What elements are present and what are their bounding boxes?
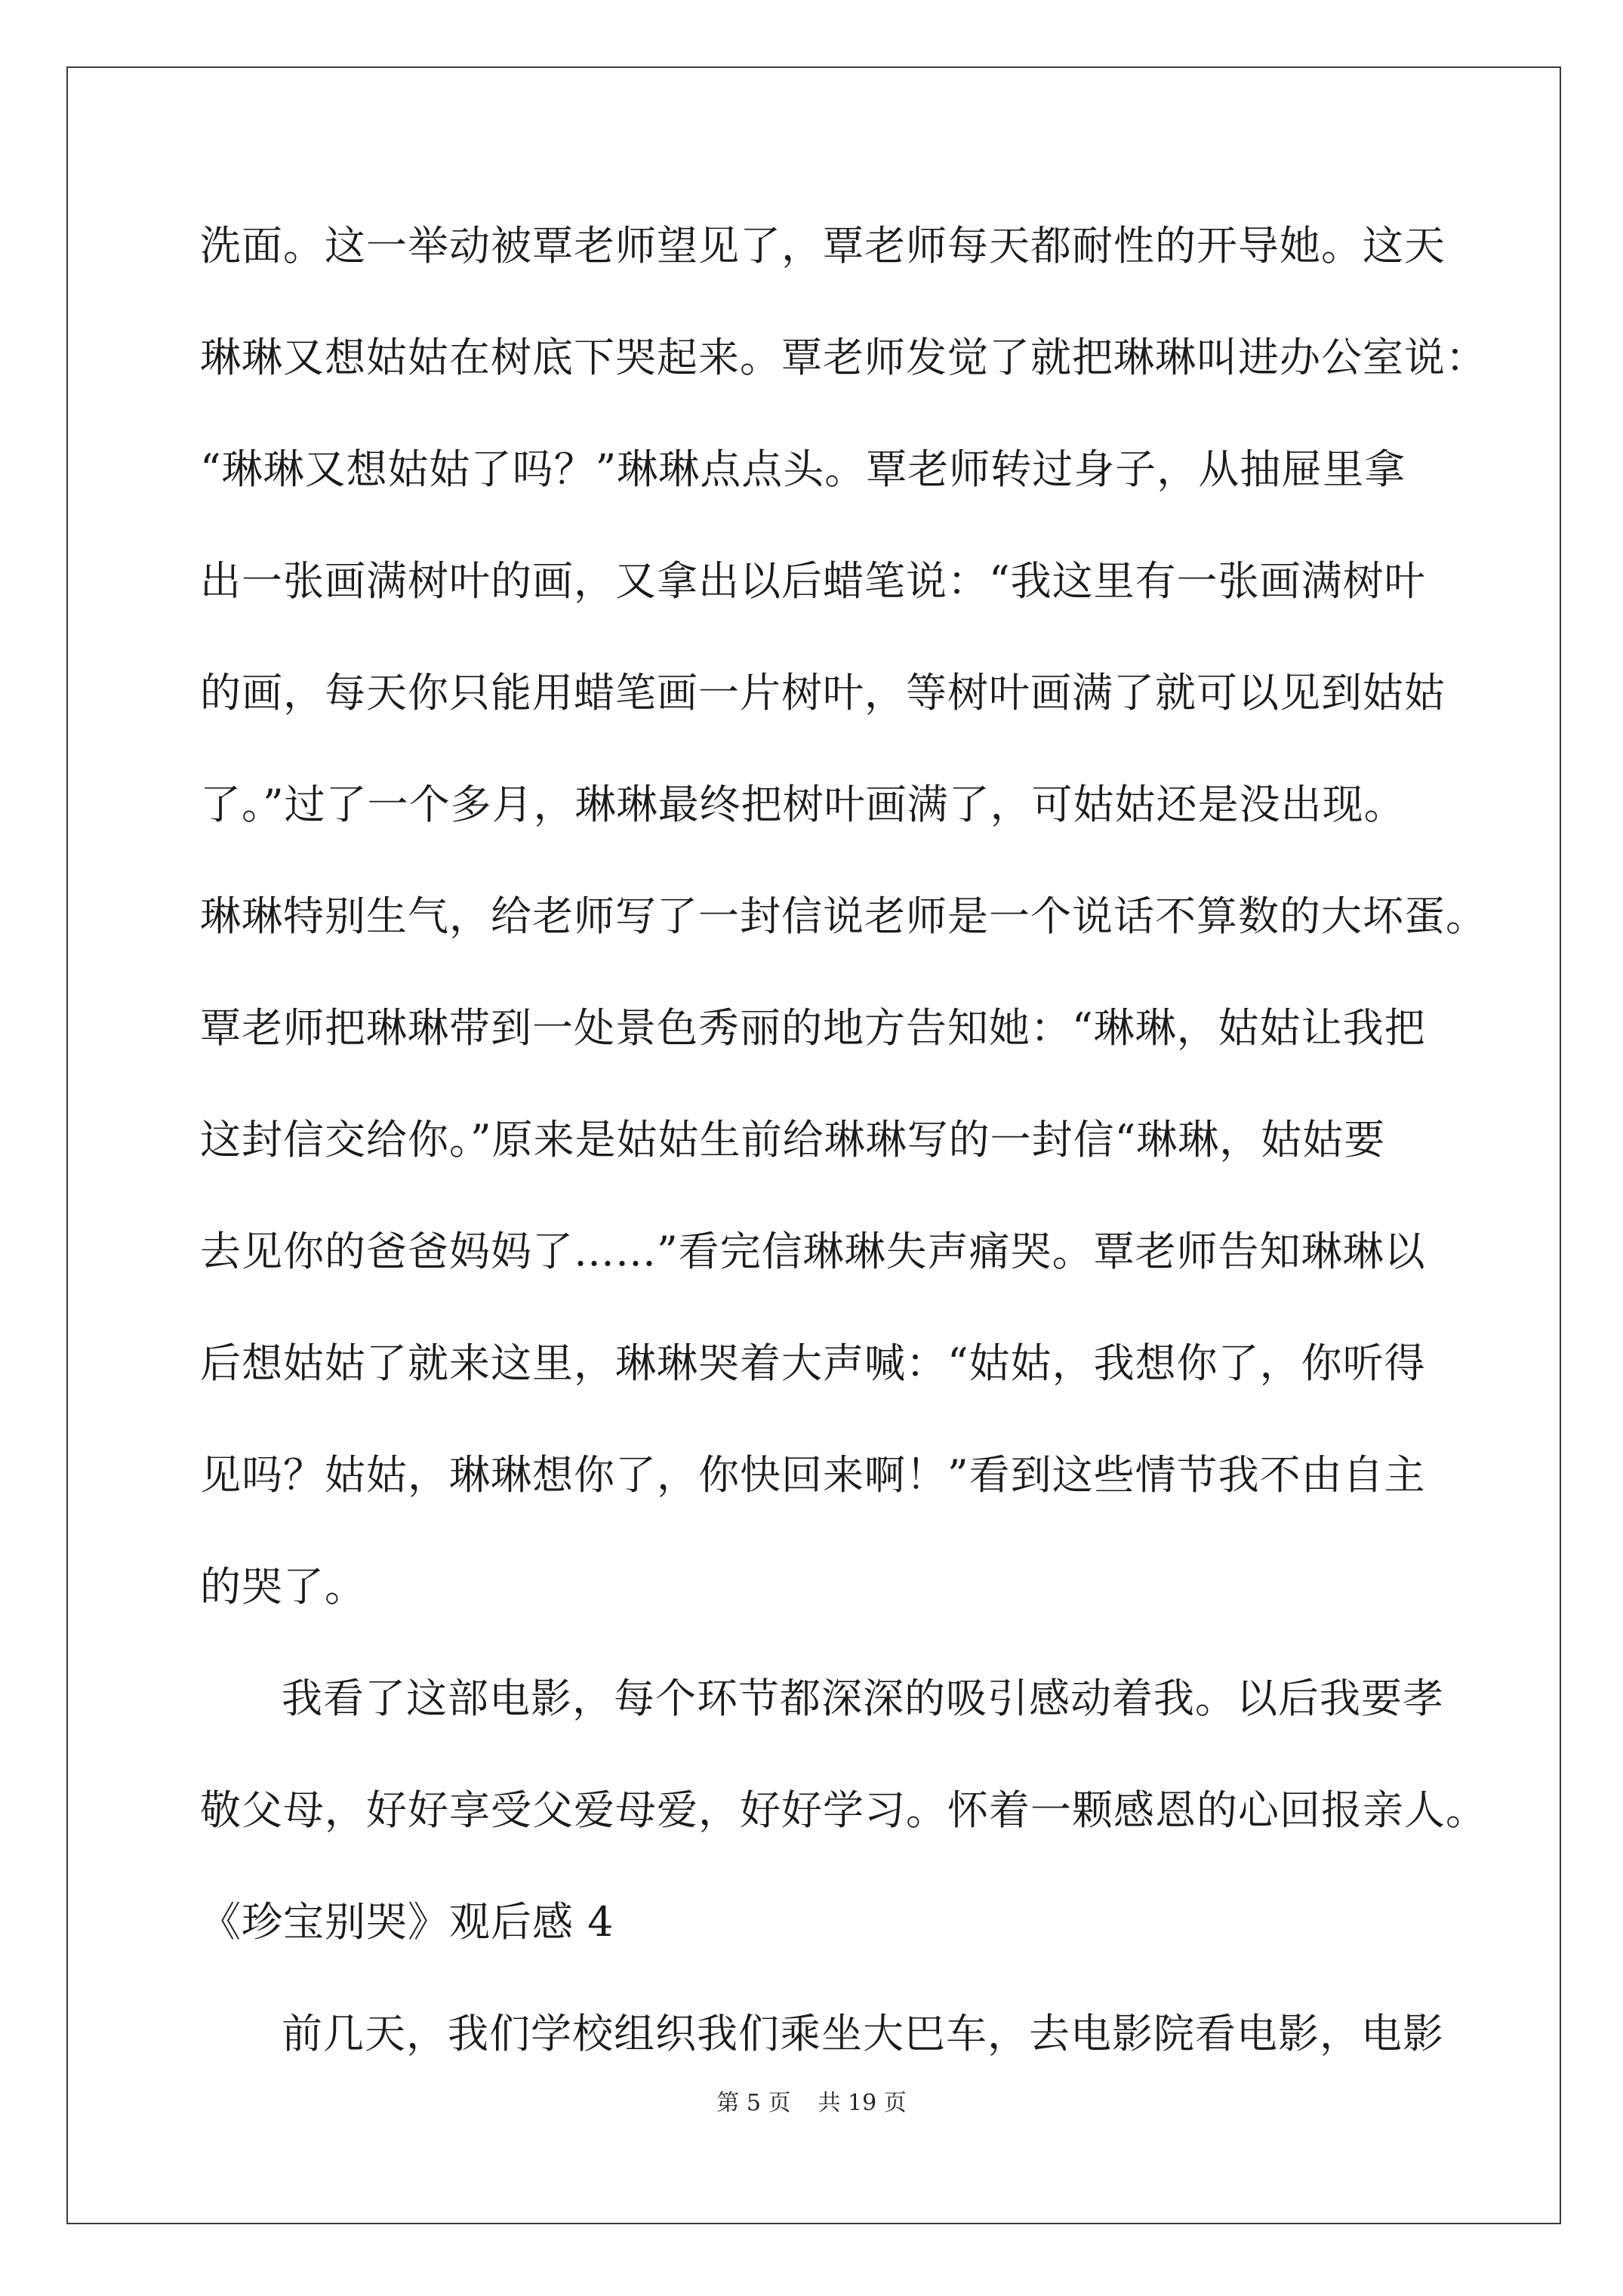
text-line: 覃老师把琳琳带到一处景色秀丽的地方告知她：“琳琳，姑姑让我把 [200, 1004, 1426, 1052]
text-line: 的哭了。 [200, 1563, 366, 1610]
text-line: 这封信交给你。”原来是姑姑生前给琳琳写的一封信“琳琳，姑姑要 [200, 1116, 1386, 1163]
text-line: “琳琳又想姑姑了吗？”琳琳点点头。覃老师转过身子，从抽屉里拿 [200, 445, 1406, 493]
page-footer [0, 2084, 1623, 2117]
text-line: 出一张画满树叶的画，又拿出以后蜡笔说：“我这里有一张画满树叶 [200, 557, 1426, 605]
text-line: 琳琳又想姑姑在树底下哭起来。覃老师发觉了就把琳琳叫进办公室说： [200, 334, 1487, 381]
page-number: 第 5 页 [716, 2090, 791, 2116]
page-total: 共 19 页 [818, 2090, 907, 2116]
text-line: 见吗？姑姑，琳琳想你了，你快回来啊！”看到这些情节我不由自主 [200, 1451, 1426, 1499]
text-line: 了。”过了一个多月，琳琳最终把树叶画满了，可姑姑还是没出现。 [200, 781, 1406, 828]
text-line: 琳琳特别生气，给老师写了一封信说老师是一个说话不算数的大坏蛋。 [200, 892, 1487, 940]
section-heading: 《珍宝别哭》观后感 4 [200, 1898, 614, 1946]
document-body [200, 216, 1487, 2116]
paragraph-start-line: 我看了这部电影，每个环节都深深的吸引感动着我。以后我要孝 [282, 1675, 1444, 1722]
text-line: 去见你的爸爸妈妈了……”看完信琳琳失声痛哭。覃老师告知琳琳以 [200, 1228, 1426, 1275]
text-line: 后想姑姑了就来这里，琳琳哭着大声喊：“姑姑，我想你了，你听得 [200, 1339, 1426, 1387]
text-line: 洗面。这一举动被覃老师望见了，覃老师每天都耐性的开导她。这天 [200, 222, 1446, 270]
text-line: 的画，每天你只能用蜡笔画一片树叶，等树叶画满了就可以见到姑姑 [200, 669, 1446, 717]
paragraph-start-line: 前几天，我们学校组织我们乘坐大巴车，去电影院看电影，电影 [282, 2010, 1444, 2057]
text-line: 敬父母，好好享受父爱母爱，好好学习。怀着一颗感恩的心回报亲人。 [200, 1786, 1487, 1834]
